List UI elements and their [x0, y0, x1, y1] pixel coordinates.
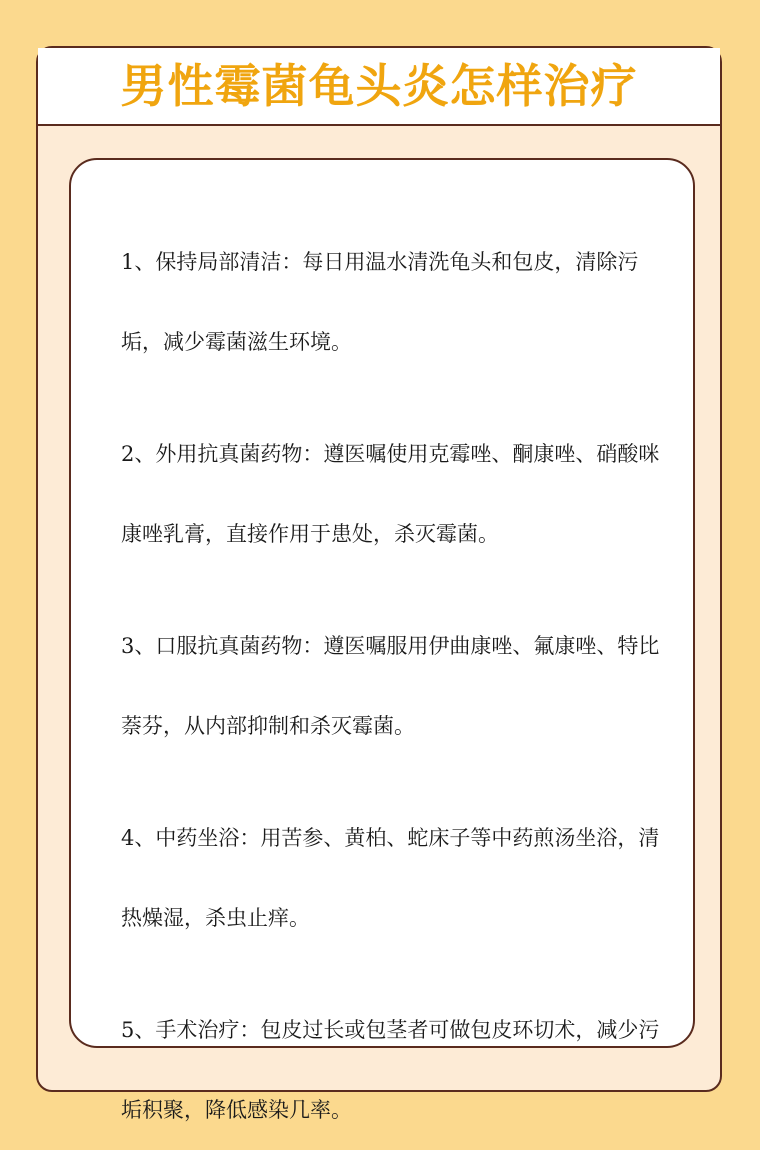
page-title: 男性霉菌龟头炎怎样治疗	[120, 59, 638, 113]
item-text: 、保持局部清洁：每日用温水清洗龟头和包皮，清除污垢，减少霉菌滋生环境。	[121, 250, 639, 354]
item-number: 4	[121, 826, 135, 850]
title-bar	[38, 48, 720, 126]
list-item-1	[121, 222, 673, 382]
item-text: 、中药坐浴：用苦参、黄柏、蛇床子等中药煎汤坐浴，清热燥湿，杀虫止痒。	[121, 826, 660, 930]
list-item-3	[121, 606, 673, 766]
article-card	[36, 46, 722, 1122]
item-text: 、手术治疗：包皮过长或包茎者可做包皮环切术，减少污垢积聚，降低感染几率。	[121, 1018, 660, 1122]
item-number: 3	[121, 634, 135, 658]
list-item-2	[121, 414, 673, 574]
item-number: 2	[121, 442, 135, 466]
item-number: 5	[121, 1018, 135, 1042]
item-text: 、外用抗真菌药物：遵医嘱使用克霉唑、酮康唑、硝酸咪康唑乳膏，直接作用于患处，杀灭霉菌。	[121, 442, 660, 546]
item-number: 1	[121, 250, 135, 274]
item-text: 、口服抗真菌药物：遵医嘱服用伊曲康唑、氟康唑、特比萘芬，从内部抑制和杀灭霉菌。	[121, 634, 660, 738]
content-panel	[69, 158, 695, 1122]
list-item-4	[121, 798, 673, 958]
list-item-5	[121, 990, 673, 1150]
